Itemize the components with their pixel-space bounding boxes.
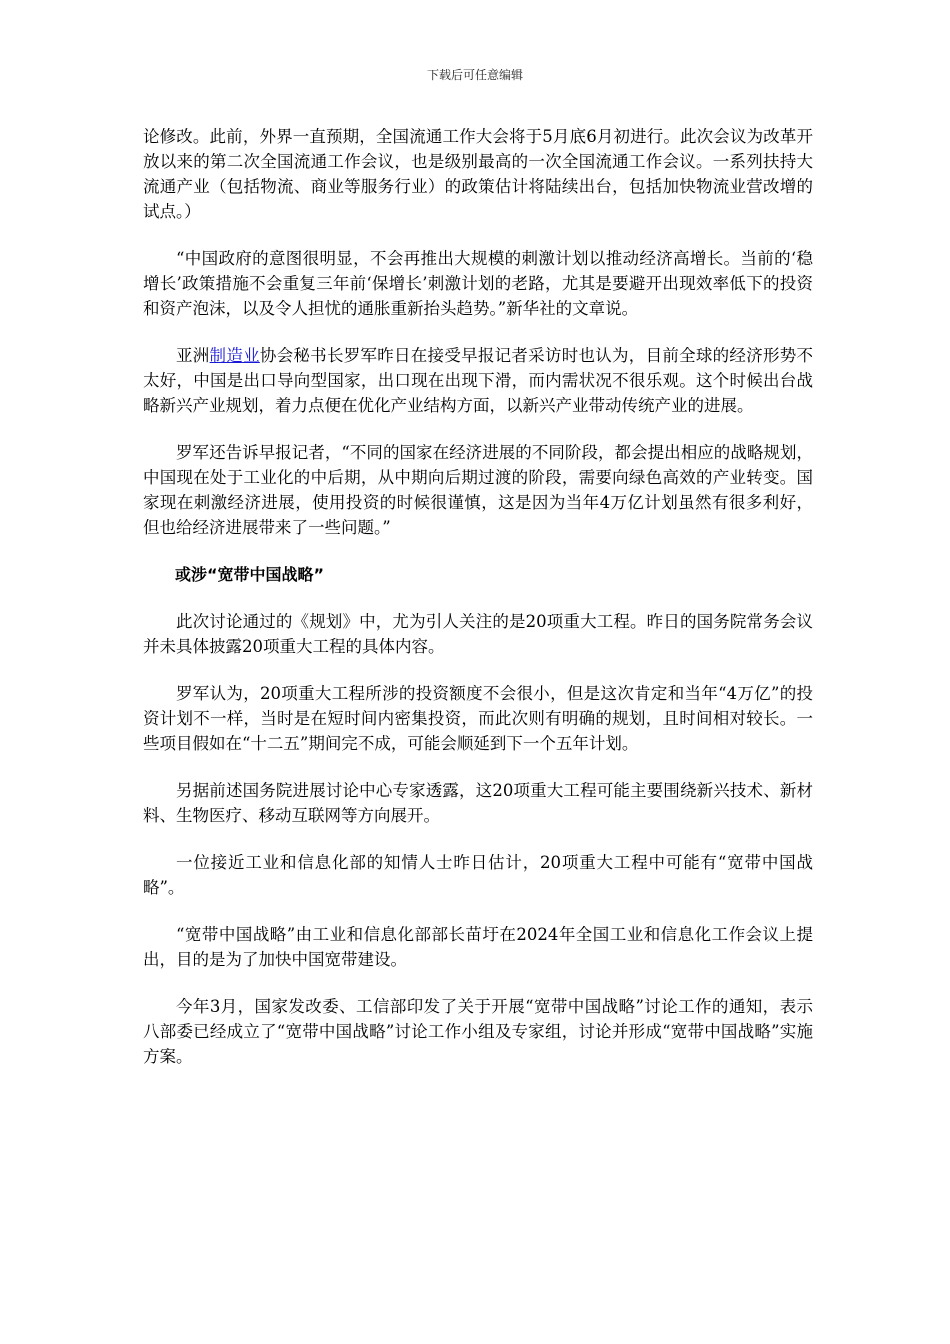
paragraph: 一位接近工业和信息化部的知情人士昨日估计，20项重大工程中可能有“宽带中国战略”。 (143, 853, 813, 897)
paragraph: 今年3月，国家发改委、工信部印发了关于开展“宽带中国战略”讨论工作的通知，表示八部委已经成立了“宽带中国战略”讨论工作小组及专家组，讨论并形成“宽带中国战略”实施方案。 (143, 997, 813, 1066)
paragraph: 另据前述国务院进展讨论中心专家透露，这20项重大工程可能主要围绕新兴技术、新材料、生物医疗、移动互联网等方向展开。 (143, 781, 813, 825)
paragraph-text: 协会秘书长罗军昨日在接受早报记者采访时也认为，目前全球的经济形势不太好，中国是出口导向型国家，出口现在出现下滑，而内需状况不很乐观。这个时候出台战略新兴产业规划，着力点便在优化产业结构方面，以新兴产业带动传统产业的进展。 (143, 346, 814, 415)
paragraph: “宽带中国战略”由工业和信息化部部长苗圩在2024年全国工业和信息化工作会议上提出，目的是为了加快中国宽带建设。 (143, 925, 813, 969)
article-body (143, 124, 813, 1091)
paragraph: “中国政府的意图很明显，不会再推出大规模的刺激计划以推动经济高增长。当前的‘稳增长’政策措施不会重复三年前‘保增长’刺激计划的老路，尤其是要避开出现效率低下的投资和资产泡沫，以及令人担忧的通胀重新抬头趋势。”新华社的文章说。 (143, 249, 813, 318)
paragraph: 论修改。此前，外界一直预期，全国流通工作大会将于5月底6月初进行。此次会议为改革开放以来的第二次全国流通工作会议，也是级别最高的一次全国流通工作会议。一系列扶持大流通产业（包括物流、商业等服务行业）的政策估计将陆续出台，包括加快物流业营改增的试点。） (143, 127, 813, 221)
paragraph: 罗军还告诉早报记者，“不同的国家在经济进展的不同阶段，都会提出相应的战略规划，中国现在处于工业化的中后期，从中期向后期过渡的阶段，需要向绿色高效的产业转变。国家现在刺激经济进展，使用投资的时候很谨慎，这是因为当年4万亿计划虽然有很多利好，但也给经济进展带来了一些问题。” (143, 443, 813, 537)
paragraph: 罗军认为，20项重大工程所涉的投资额度不会很小，但是这次肯定和当年“4万亿”的投资计划不一样，当时是在短时间内密集投资，而此次则有明确的规划，且时间相对较长。一些项目假如在“十二五”期间完不成，可能会顺延到下一个五年计划。 (143, 684, 813, 753)
paragraph (143, 343, 813, 418)
manufacturing-link[interactable]: 制造业 (209, 346, 260, 365)
paragraph-text: 亚洲 (176, 346, 210, 365)
page-header: 下载后可任意编辑 (426, 68, 523, 82)
paragraph: 此次讨论通过的《规划》中，尤为引人关注的是20项重大工程。昨日的国务院常务会议并未具体披露20项重大工程的具体内容。 (143, 612, 813, 656)
section-heading: 或涉“宽带中国战略” (175, 565, 325, 584)
